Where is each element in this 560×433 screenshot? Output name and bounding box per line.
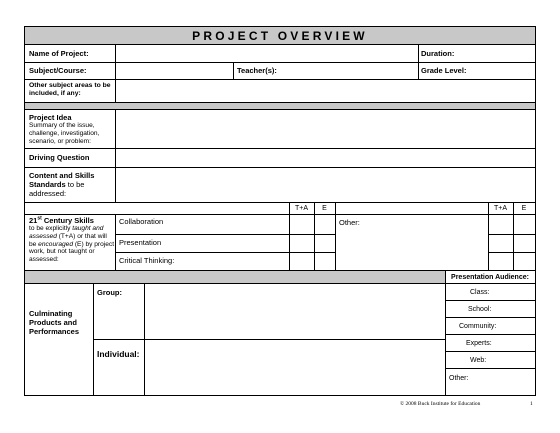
audience-school-field[interactable] xyxy=(445,300,535,317)
driving-question-label: Driving Question xyxy=(29,153,90,162)
audience-web-field[interactable] xyxy=(445,351,535,368)
other-subject-areas-label: Other subject areas to be included, if any: xyxy=(29,82,111,97)
grade-level-label: Grade Level: xyxy=(421,66,467,75)
other-ta-checkbox[interactable] xyxy=(488,214,513,270)
name-of-project-label: Name of Project: xyxy=(29,49,89,58)
project-idea-subtext: Summary of the issue, challenge, investigation, scenario, or problem: xyxy=(29,122,100,145)
audience-class-field[interactable] xyxy=(445,283,535,300)
duration-field[interactable] xyxy=(461,45,535,62)
century-skills-label xyxy=(29,216,115,264)
project-overview-form xyxy=(24,26,536,396)
critical-thinking-ta-checkbox[interactable] xyxy=(289,252,314,270)
content-skills-field[interactable] xyxy=(115,167,535,202)
individual-label: Individual: xyxy=(97,349,140,359)
group-label: Group: xyxy=(97,288,122,297)
project-idea-label xyxy=(29,113,113,145)
project-idea-field[interactable] xyxy=(115,109,535,148)
audience-class-label: Class: xyxy=(470,289,490,296)
presentation-audience-label: Presentation Audience: xyxy=(451,274,529,281)
presentation-label: Presentation xyxy=(119,238,162,247)
project-idea-title: Project Idea xyxy=(29,113,72,122)
form-title: PROJECT OVERVIEW xyxy=(25,27,535,45)
audience-other-label: Other: xyxy=(449,375,469,382)
audience-community-field[interactable] xyxy=(445,317,535,334)
content-skills-label xyxy=(29,171,113,198)
audience-experts-field[interactable] xyxy=(445,334,535,351)
century-skills-title: 21st Century Skills xyxy=(29,215,94,225)
e-header-right: E xyxy=(521,205,527,212)
group-field[interactable] xyxy=(144,283,445,339)
collaboration-label: Collaboration xyxy=(119,217,164,226)
other-skills-field[interactable] xyxy=(335,214,488,270)
content-skills-title: Content and Skills Standards xyxy=(29,171,95,189)
name-of-project-field[interactable] xyxy=(115,45,419,62)
culminating-label: Culminating Products and Performances xyxy=(29,309,80,336)
content-skills-tail: to be addressed: xyxy=(29,180,85,198)
audience-experts-label: Experts: xyxy=(466,340,492,347)
subject-course-label: Subject/Course: xyxy=(29,66,87,75)
teachers-label: Teacher(s): xyxy=(237,66,277,75)
other-subject-areas-field[interactable] xyxy=(115,79,535,102)
presentation-ta-checkbox[interactable] xyxy=(289,234,314,252)
footer-page-number: 1 xyxy=(530,401,533,407)
section-divider-2 xyxy=(25,271,445,283)
teachers-field[interactable] xyxy=(285,62,417,79)
presentation-e-checkbox[interactable] xyxy=(314,234,335,252)
ta-header-left: T+A xyxy=(294,205,309,212)
grade-level-field[interactable] xyxy=(471,62,535,79)
e-header-left: E xyxy=(322,205,327,212)
subject-course-field[interactable] xyxy=(115,62,233,79)
collaboration-e-checkbox[interactable] xyxy=(314,214,335,234)
audience-community-label: Community: xyxy=(459,323,497,330)
century-skills-subtext: to be explicitly taught and assessed (T+A) or that will be encouraged (E) by project work, but not taught or assessed: xyxy=(29,225,115,264)
critical-thinking-e-checkbox[interactable] xyxy=(314,252,335,270)
audience-other-field[interactable] xyxy=(445,368,535,395)
ta-header-right: T+A xyxy=(493,205,508,212)
individual-field[interactable] xyxy=(144,339,445,395)
duration-label: Duration: xyxy=(421,49,455,58)
critical-thinking-label: Critical Thinking: xyxy=(119,256,175,265)
other-e-checkbox[interactable] xyxy=(513,214,535,270)
audience-school-label: School: xyxy=(468,306,492,313)
collaboration-ta-checkbox[interactable] xyxy=(289,214,314,234)
other-skills-label: Other: xyxy=(339,218,360,227)
footer-copyright: © 2008 Buck Institute for Education xyxy=(400,401,481,407)
driving-question-field[interactable] xyxy=(115,148,535,167)
audience-web-label: Web: xyxy=(470,357,487,364)
